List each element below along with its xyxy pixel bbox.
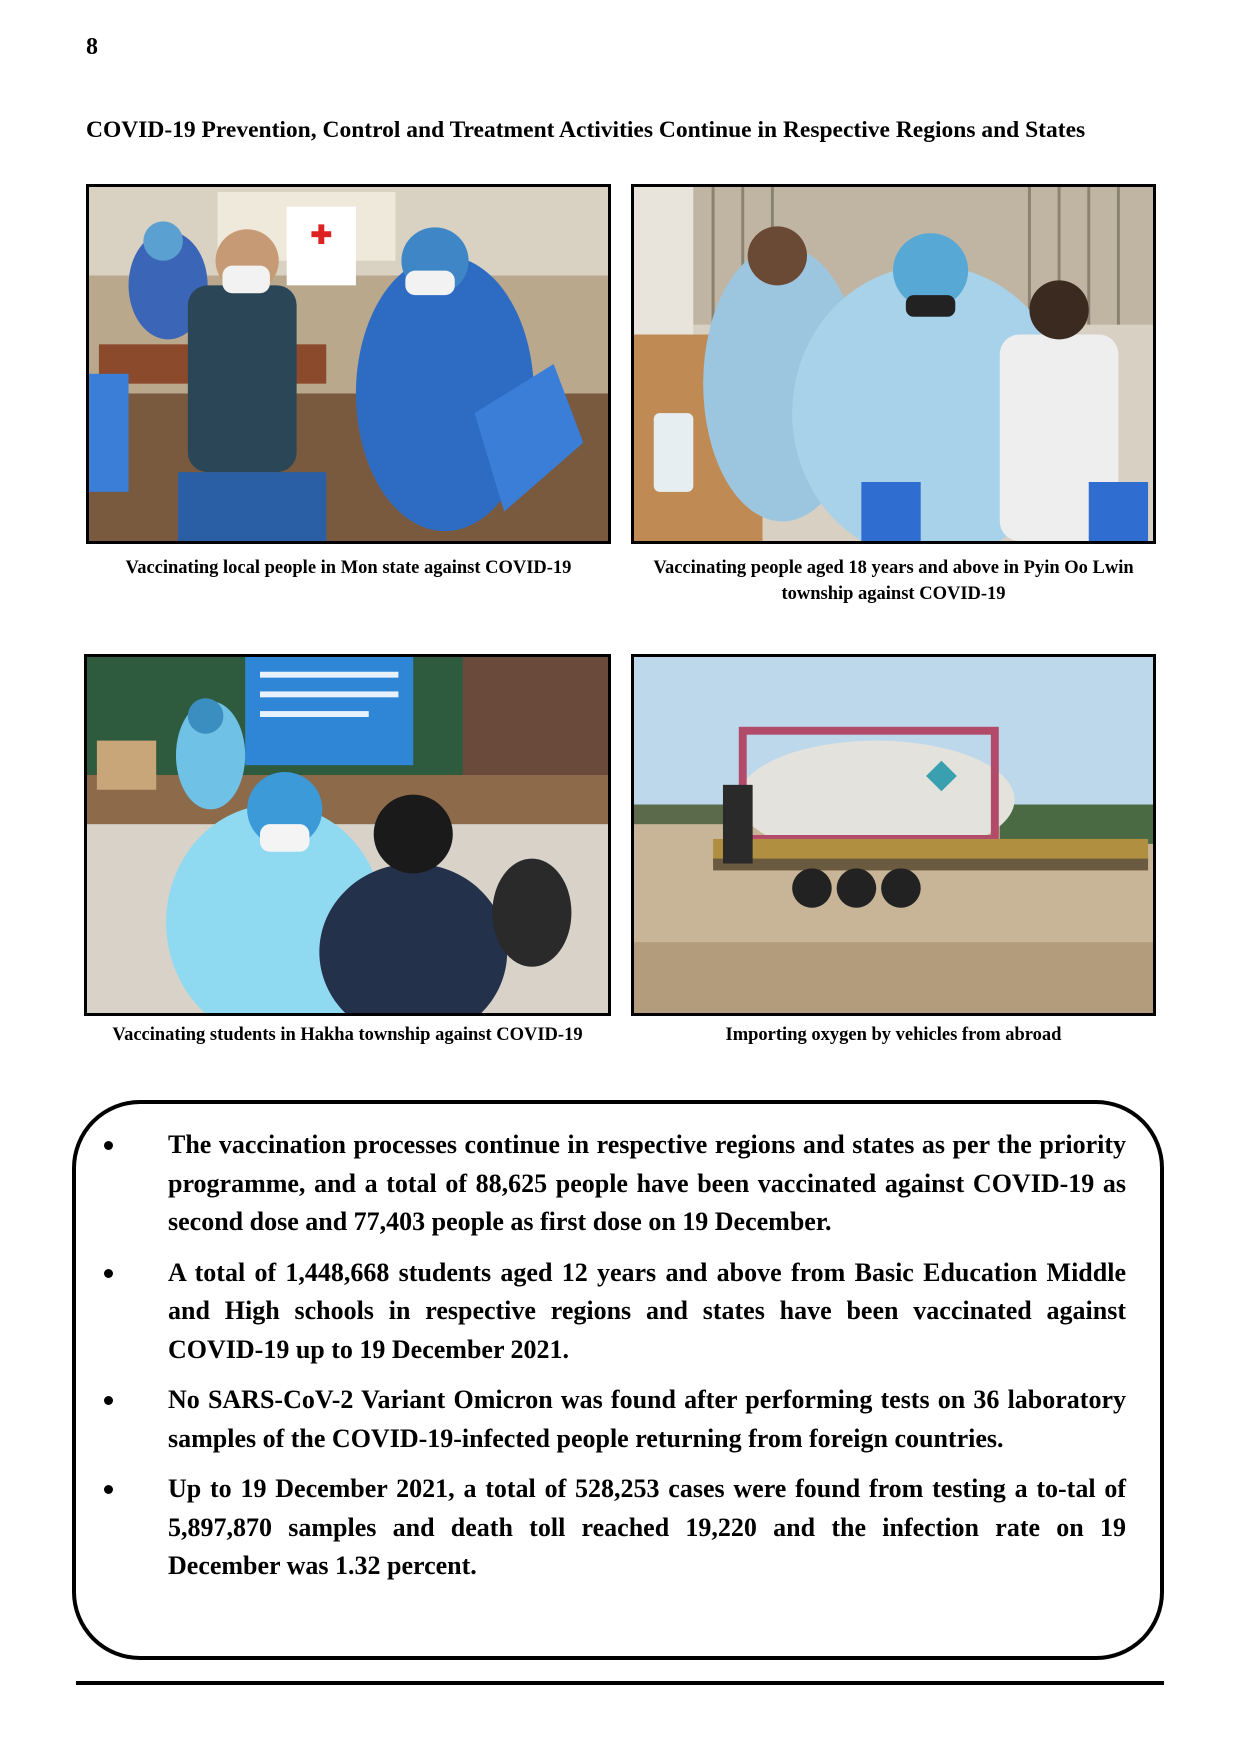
page-number: 8	[86, 34, 98, 60]
vaccination-photo-image	[87, 657, 608, 1013]
photo-mon-state-vaccination	[86, 184, 611, 544]
vaccination-photo-image	[634, 187, 1153, 541]
photo-caption: Vaccinating people aged 18 years and above in Pyin Oo Lwin township against COVID-19	[653, 558, 1134, 604]
bullet-icon	[104, 1485, 113, 1494]
summary-item-text: Up to 19 December 2021, a total of 528,253 cases were found from testing a to-tal of 5,897,870 samples and death toll reached 19,220 and the infection rate on 19 December was 1.32 percent.	[168, 1474, 1126, 1580]
summary-item-text: A total of 1,448,668 students aged 12 years and above from Basic Education Middle and High schools in respective regions and states have been vaccinated against COVID-19 up to 19 December 2021.	[168, 1257, 1126, 1364]
summary-item	[104, 1470, 1126, 1586]
page-title: COVID-19 Prevention, Control and Treatment Activities Continue in Respective Regions and States	[86, 117, 1086, 143]
summary-item-text: No SARS-CoV-2 Variant Omicron was found after performing tests on 36 laboratory samples of the COVID-19-infected people returning from foreign countries.	[168, 1385, 1126, 1453]
summary-list	[104, 1126, 1126, 1598]
summary-box	[72, 1100, 1164, 1660]
bullet-icon	[104, 1269, 113, 1278]
bottom-divider	[76, 1681, 1164, 1685]
summary-item	[104, 1254, 1126, 1370]
photo-caption: Importing oxygen by vehicles from abroad	[725, 1025, 1062, 1045]
summary-item	[104, 1381, 1126, 1458]
photo-caption: Vaccinating students in Hakha township against COVID-19	[112, 1025, 583, 1045]
summary-item	[104, 1126, 1126, 1242]
photo-hakha-vaccination	[84, 654, 611, 1016]
bullet-icon	[104, 1141, 113, 1150]
photo-oxygen-import	[631, 654, 1156, 1016]
oxygen-truck-image	[634, 657, 1153, 1013]
summary-item-text: The vaccination processes continue in respective regions and states as per the priority programme, and a total of 88,625 people have been vaccinated against COVID-19 as second dose and 77,403 people as first dose on 19 December.	[168, 1130, 1126, 1236]
photo-caption: Vaccinating local people in Mon state against COVID-19	[125, 558, 572, 578]
photo-pyin-oo-lwin-vaccination	[631, 184, 1156, 544]
vaccination-photo-image	[89, 187, 608, 541]
bullet-icon	[104, 1396, 113, 1405]
